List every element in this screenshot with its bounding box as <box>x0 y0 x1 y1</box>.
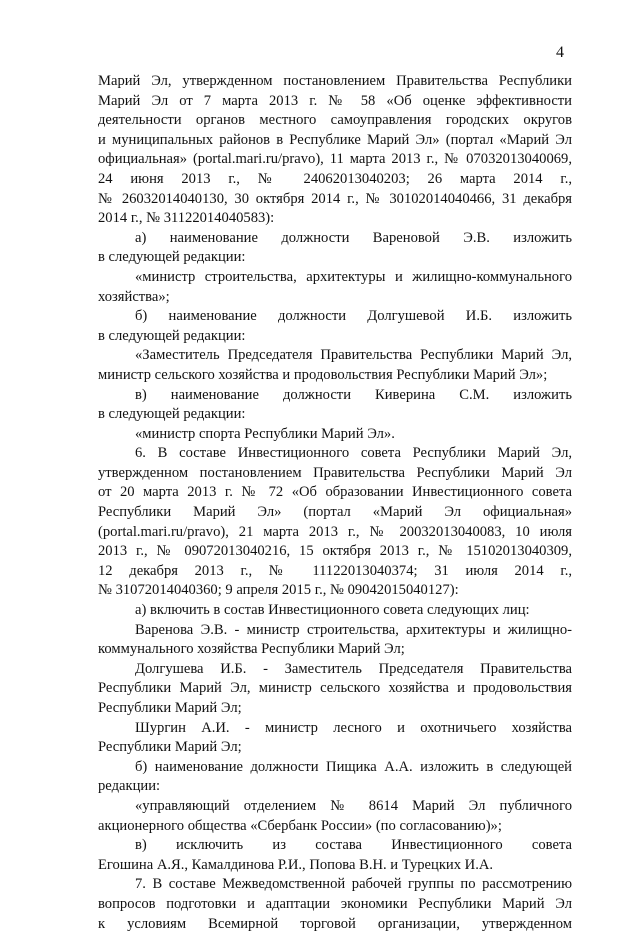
text-line: «Заместитель Председателя Правительства Республики Марий Эл, <box>135 347 572 364</box>
text-line: «министр строительства, архитектуры и жилищно-коммунального <box>135 268 572 285</box>
text-line: 7. В составе Межведомственной рабочей группы по рассмотрению <box>135 876 572 893</box>
text-line: в следующей редакции: <box>98 327 246 344</box>
text-line: от 20 марта 2013 г. № 72 «Об образовании Инвестиционного совета <box>98 484 572 501</box>
text-line: Шургин А.И. - министр лесного и охотничьего хозяйства <box>135 719 572 736</box>
text-line: «управляющий отделением № 8614 Марий Эл публичного <box>135 797 572 814</box>
text-line: Егошина А.Я., Камалдинова Р.И., Попова В.Н. и Турецких И.А. <box>98 856 494 873</box>
text-line: Варенова Э.В. - министр строительства, архитектуры и жилищно- <box>135 621 572 638</box>
text-line: Республики Марий Эл; <box>98 700 242 716</box>
document-body <box>98 72 572 934</box>
text-line: «министр спорта Республики Марий Эл». <box>135 425 395 442</box>
text-line: Марий Эл, утвержденном постановлением Правительства Республики <box>98 73 572 89</box>
text-line: 6. В составе Инвестиционного совета Республики Марий Эл, <box>135 445 572 462</box>
text-line: а) включить в состав Инвестиционного совета следующих лиц: <box>135 602 530 619</box>
text-line: Долгушева И.Б. - Заместитель Председателя Правительства <box>135 660 572 677</box>
text-line: официальная» (portal.mari.ru/pravo), 11 марта 2013 г., № 07032013040069, <box>98 151 572 168</box>
text-line: Республики Марий Эл, министр сельского хозяйства и продовольствия <box>98 680 572 697</box>
text-line: и муниципальных районов в Республике Марий Эл» (портал «Марий Эл <box>98 131 572 148</box>
text-line: 24 июня 2013 г., № 24062013040203; 26 марта 2014 г., <box>98 170 572 187</box>
text-line: в) наименование должности Киверина С.М. изложить <box>135 386 572 403</box>
text-line: Марий Эл от 7 марта 2013 г. № 58 «Об оценке эффективности <box>98 92 572 109</box>
text-line: министр сельского хозяйства и продовольствия Республики Марий Эл»; <box>98 366 548 383</box>
text-line: акционерного общества «Сбербанк России» (по согласованию)»; <box>98 817 502 834</box>
text-line: в следующей редакции: <box>98 406 246 423</box>
text-line: деятельности органов местного самоуправления городских округов <box>98 112 572 129</box>
text-line: редакции: <box>98 778 161 795</box>
text-line: б) наименование должности Долгушевой И.Б. изложить <box>135 308 572 325</box>
text-line: 2013 г., № 09072013040216, 15 октября 2013 г., № 15102013040309, <box>98 543 572 560</box>
text-line: хозяйства»; <box>98 288 170 305</box>
text-line: (portal.mari.ru/pravo), 21 марта 2013 г., № 20032013040083, 10 июля <box>98 523 572 540</box>
text-line: 12 декабря 2013 г., № 11122013040374; 31 июля 2014 г., <box>98 562 572 579</box>
text-line: вопросов подготовки и адаптации экономики Республики Марий Эл <box>98 895 572 912</box>
text-line: а) наименование должности Вареновой Э.В. изложить <box>135 229 572 246</box>
text-line: Республики Марий Эл; <box>98 739 242 756</box>
text-line: 2014 г., № 31122014040583): <box>98 210 275 227</box>
text-line: к условиям Всемирной торговой организации, утвержденном <box>98 915 572 932</box>
text-line: коммунального хозяйства Республики Марий Эл; <box>98 641 405 658</box>
text-line: б) наименование должности Пищика А.А. изложить в следующей <box>135 758 572 775</box>
page-number: 4 <box>556 44 564 61</box>
text-line: в следующей редакции: <box>98 249 246 266</box>
text-line: Республики Марий Эл» (портал «Марий Эл официальная» <box>98 504 572 521</box>
text-line: в) исключить из состава Инвестиционного совета <box>135 837 572 854</box>
text-line: № 31072014040360; 9 апреля 2015 г., № 09042015040127): <box>98 582 459 599</box>
text-line: № 26032014040130, 30 октября 2014 г., № 30102014040466, 31 декабря <box>98 190 572 207</box>
text-line: утвержденном постановлением Правительства Республики Марий Эл <box>98 464 572 481</box>
